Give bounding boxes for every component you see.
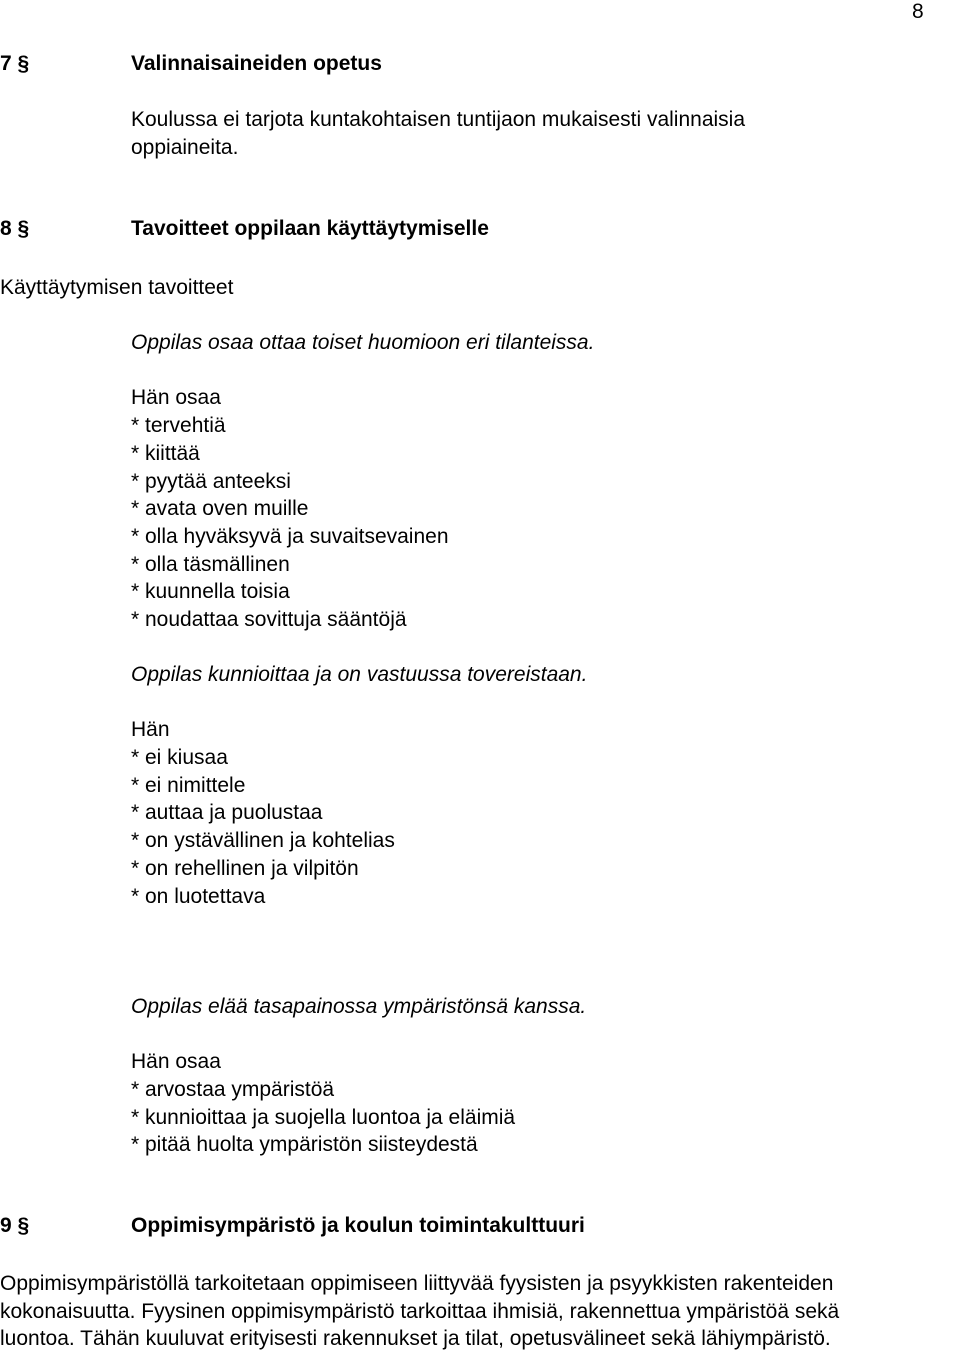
goal-3-item: * kunnioittaa ja suojella luontoa ja eläimiä [131, 1106, 516, 1129]
section-8-subheading: Käyttäytymisen tavoitteet [0, 276, 234, 299]
page-number: 8 [912, 0, 924, 23]
goal-3-item: * pitää huolta ympäristön siisteydestä [131, 1133, 478, 1156]
section-9-body-line: Oppimisympäristöllä tarkoitetaan oppimiseen liittyvää fyysisten ja psyykkisten rakenteiden [0, 1272, 834, 1295]
section-8-title: Tavoitteet oppilaan käyttäytymiselle [131, 217, 489, 240]
goal-2-item: * on rehellinen ja vilpitön [131, 857, 359, 880]
goal-2-title: Oppilas kunnioittaa ja on vastuussa tovereistaan. [131, 663, 588, 686]
goal-1-intro: Hän osaa [131, 386, 221, 409]
goal-2-item: * on luotettava [131, 885, 266, 908]
goal-1-item: * olla täsmällinen [131, 553, 290, 576]
goal-2-intro: Hän [131, 718, 170, 741]
goal-1-item: * kuunnella toisia [131, 580, 290, 603]
goal-1-item: * noudattaa sovittuja sääntöjä [131, 608, 407, 631]
goal-2-item: * on ystävällinen ja kohtelias [131, 829, 395, 852]
section-8-number: 8 § [0, 217, 30, 240]
goal-3-item: * arvostaa ympäristöä [131, 1078, 335, 1101]
section-9-body-line: luontoa. Tähän kuuluvat erityisesti rakennukset ja tilat, opetusvälineet sekä lähiympäristö. [0, 1327, 831, 1350]
goal-1-title: Oppilas osaa ottaa toiset huomioon eri tilanteissa. [131, 331, 595, 354]
section-7-title: Valinnaisaineiden opetus [131, 52, 382, 75]
goal-2-item: * ei nimittele [131, 774, 246, 797]
goal-2-item: * ei kiusaa [131, 746, 228, 769]
goal-1-item: * avata oven muille [131, 497, 309, 520]
goal-1-item: * kiittää [131, 442, 200, 465]
section-9-title: Oppimisympäristö ja koulun toimintakulttuuri [131, 1214, 585, 1237]
section-7-body-line: oppiaineita. [131, 136, 239, 159]
goal-1-item: * pyytää anteeksi [131, 470, 291, 493]
goal-3-title: Oppilas elää tasapainossa ympäristönsä kanssa. [131, 995, 587, 1018]
section-9-body-line: kokonaisuutta. Fyysinen oppimisympäristö tarkoittaa ihmisiä, rakennettua ympäristöä sekä [0, 1300, 840, 1323]
goal-1-item: * tervehtiä [131, 414, 226, 437]
section-7-number: 7 § [0, 52, 30, 75]
goal-2-item: * auttaa ja puolustaa [131, 801, 323, 824]
section-9-number: 9 § [0, 1214, 30, 1237]
goal-1-item: * olla hyväksyvä ja suvaitsevainen [131, 525, 449, 548]
goal-3-intro: Hän osaa [131, 1050, 221, 1073]
section-7-body-line: Koulussa ei tarjota kuntakohtaisen tuntijaon mukaisesti valinnaisia [131, 108, 746, 131]
